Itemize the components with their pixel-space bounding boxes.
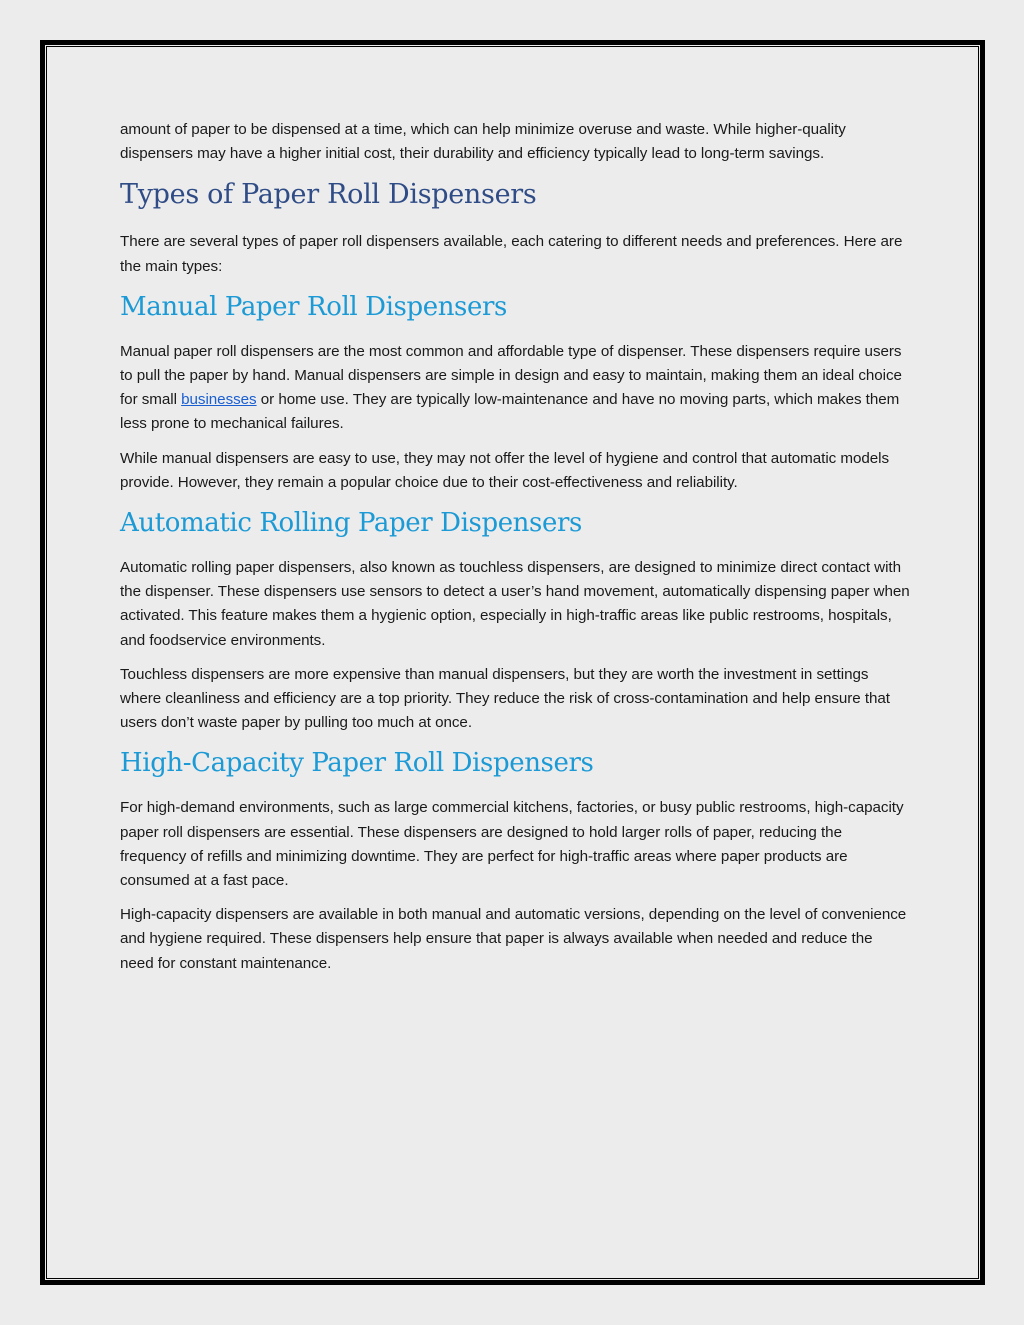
section-heading-manual: Manual Paper Roll Dispensers <box>120 291 507 322</box>
types-paragraph: There are several types of paper roll dispensers available, each catering to different needs and preferences. Here are the main types: <box>120 233 903 275</box>
intro-paragraph: amount of paper to be dispensed at a time, which can help minimize overuse and waste. While higher-quality dispensers may have a higher initial cost, their durability and efficiency typically lead to long-term savings. <box>120 121 846 163</box>
high-capacity-paragraph-1: For high-demand environments, such as large commercial kitchens, factories, or busy public restrooms, high-capacity paper roll dispensers are essential. These dispensers are designed to hold larger rolls of paper, reducing the frequency of refills and minimizing downtime. They are perfect for high-traffic areas where paper products are consumed at a fast pace. <box>120 799 904 890</box>
automatic-paragraph-2: Touchless dispensers are more expensive than manual dispensers, but they are worth the investment in settings where cleanliness and efficiency are a top priority. They reduce the risk of cross-contamination and help ensure that users don’t waste paper by pulling too much at once. <box>120 665 890 732</box>
high-capacity-paragraph-2: High-capacity dispensers are available in both manual and automatic versions, depending on the level of convenience and hygiene required. These dispensers help ensure that paper is always available when needed and reduce the need for constant maintenance. <box>120 906 907 972</box>
businesses-link[interactable]: businesses <box>181 391 257 409</box>
document-content <box>120 118 910 986</box>
automatic-paragraph-1: Automatic rolling paper dispensers, also known as touchless dispensers, are designed to minimize direct contact with the dispenser. These dispensers use sensors to detect a user’s hand movement, automatically dispensing paper when activated. This feature makes them a hygienic option, especially in high-traffic areas like public restrooms, hospitals, and foodservice environments. <box>120 559 910 649</box>
manual-paragraph-1-text-b: or home use. They are typically low-maintenance and have no moving parts, which makes them less prone to mechanical failures. <box>120 391 900 433</box>
manual-paragraph-1 <box>120 340 910 437</box>
manual-paragraph-1-text-a: Manual paper roll dispensers are the most common and affordable type of dispenser. These dispensers require users to pull the paper by hand. Manual dispensers are simple in design and easy to maintain, making them an ideal choice for small <box>120 342 902 409</box>
section-heading-high-capacity: High-Capacity Paper Roll Dispensers <box>120 748 594 779</box>
section-heading-automatic: Automatic Rolling Paper Dispensers <box>120 508 582 539</box>
section-heading-types: Types of Paper Roll Dispensers <box>120 179 537 211</box>
manual-paragraph-2: While manual dispensers are easy to use, they may not offer the level of hygiene and control that automatic models provide. However, they remain a popular choice due to their cost-effectiveness and reliability. <box>120 449 890 491</box>
